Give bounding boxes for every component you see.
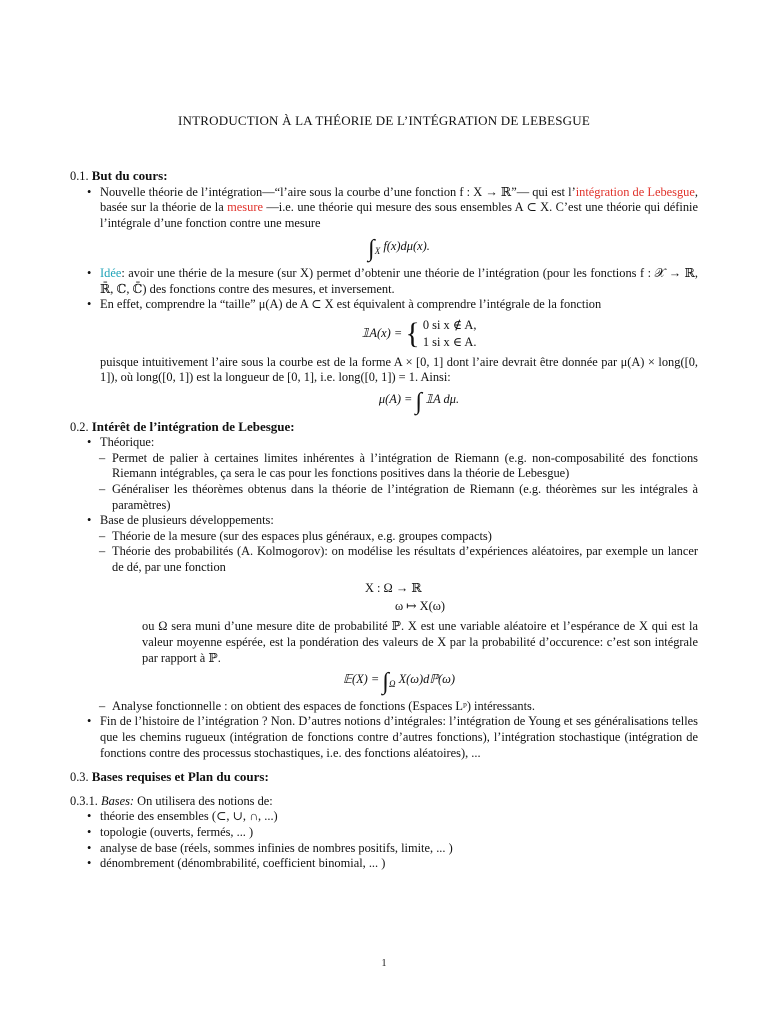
section-heading <box>70 769 698 786</box>
dash-item: – Permet de palier à certaines limites inhérentes à l’intégration de Riemann (e.g. non-composabilité des fonctions Riemann intégrables, ça sera le cas pour les fonctions positives dans la théorie de Lebesgue) <box>70 451 698 482</box>
paragraph: ou Ω sera muni d’une mesure dite de probabilité ℙ. X est une variable aléatoire et l’espérance de X qui est la valeur moyenne espérée, est la pondération des valeurs de X par la probabilité d’occurence: c’est son intégrale par rapport à ℙ. <box>142 619 698 665</box>
list-item <box>70 184 698 263</box>
list-item: • théorie des ensembles (⊂, ∪, ∩, ...) <box>70 809 698 825</box>
link-mesure[interactable]: mesure <box>227 200 263 215</box>
list-item <box>70 297 698 415</box>
list-item: • Fin de l’histoire de l’intégration ? Non. D’autres notions d’intégrales: l’intégration de Young et ses généralisations telles que les chemins rugueux (intégration de fonctions contre d’autres fonctions), l’intégration stochastique (intégration de fonctions contre des processus stochastiques, i.e. des fonctions aléatoires), ... <box>70 714 698 761</box>
section-title: Intérêt de l’intégration de Lebesgue: <box>91 418 295 434</box>
bullet-list <box>70 809 698 871</box>
list-item <box>70 266 698 297</box>
list-item <box>70 513 698 714</box>
section-number: 0.2. <box>70 419 89 434</box>
brace: { <box>405 316 420 350</box>
dash-list <box>70 699 698 715</box>
document-title: INTRODUCTION À LA THÉORIE DE L’INTÉGRATION DE LEBESGUE <box>178 113 590 128</box>
bullet-text: : avoir une thérie de la mesure (sur X) permet d’obtenir une théorie de l’intégration (pour les fonctions f : 𝒳 → ℝ, ℝ̄, ℂ, ℂ̄) des fonctions contre des mesures, et inversement. <box>100 265 698 296</box>
case-row: 1 si x ∈ A. <box>422 334 477 349</box>
list-item <box>70 435 698 513</box>
bullet-text: —i.e. une théorie qui mesure des sous ensembles A ⊂ X. C’est une théorie qui définie l’intégrale d’une fonction contre une mesure <box>100 200 698 230</box>
bullet-label: Théorique: <box>100 435 155 450</box>
dash-item <box>70 544 698 615</box>
case-row: 0 si x ∉ A, <box>422 317 477 332</box>
section-title: But du cours: <box>91 168 168 183</box>
bullet-text: Nouvelle théorie de l’intégration—“l’aire sous la courbe d’une fonction f : X → ℝ”— qui est l’ <box>100 184 576 199</box>
section-title: Bases requises et Plan du cours: <box>91 769 269 785</box>
list-item: • analyse de base (réels, sommes infinies de nombres positifs, limite, ... ) <box>70 841 698 857</box>
section-heading <box>70 419 698 436</box>
bullet-list <box>70 435 698 761</box>
equation-indicator <box>140 317 698 351</box>
section-heading <box>70 168 698 185</box>
dash-list <box>70 451 698 513</box>
integral-subscript: X <box>374 246 381 257</box>
list-item: • topologie (ouverts, fermés, ... ) <box>70 825 698 841</box>
subsection-number: 0.3.1. <box>70 793 98 808</box>
integral-sign: ∫ <box>415 388 423 415</box>
mapping-row: X : Ω → ℝ <box>364 581 422 596</box>
link-integration-lebesgue[interactable]: intégration de Lebesgue <box>575 184 695 199</box>
equation-rhs: 𝟙A dμ. <box>425 391 460 406</box>
equation-rhs: X(ω)dℙ(ω) <box>398 672 456 687</box>
paragraph: puisque intuitivement l’aire sous la courbe est de la forme A × [0, 1] dont l’aire devrait être donnée par μ(A) × long([0, 1]), où long([0, 1]) est la longueur de [0, 1], i.e. long([0, 1]) = 1. Ainsi: <box>100 354 698 385</box>
section-bases <box>70 769 698 872</box>
section-interet <box>70 419 698 762</box>
mapping-row: ω ↦ X(ω) <box>394 599 446 614</box>
integral-sign: ∫ <box>382 669 389 696</box>
equation-random-variable <box>112 579 698 615</box>
integral-sign: ∫ <box>368 236 375 263</box>
section-number: 0.3. <box>70 770 89 785</box>
bullet-list <box>70 184 698 415</box>
dash-text: Théorie des probabilités (A. Kolmogorov): on modélise les résultats d’expériences aléatoires, par exemple un lancer de dé, par une fonction <box>112 544 698 574</box>
equation-lhs: 𝔼(X) = <box>342 672 380 687</box>
bullet-text: , basée sur la théorie de la <box>100 184 698 215</box>
section-but-du-cours <box>70 168 698 415</box>
subsection-heading <box>70 794 698 810</box>
bullet-text: En effet, comprendre la “taille” μ(A) de A ⊂ X est équivalent à comprendre l’intégrale de la fonction <box>100 297 602 312</box>
document-body <box>70 168 698 872</box>
section-number: 0.1. <box>70 169 89 183</box>
integral-subscript: Ω <box>388 679 396 690</box>
equation-body: f(x)dμ(x). <box>383 239 430 254</box>
list-item: • dénombrement (dénombrabilité, coefficient binomial, ... ) <box>70 856 698 872</box>
dash-list <box>70 529 698 616</box>
dash-item: – Généraliser les théorèmes obtenus dans la théorie de l’intégration de Riemann (e.g. théorèmes sur les intégrales à paramètres) <box>70 482 698 513</box>
dash-item: – Théorie de la mesure (sur des espaces plus généraux, e.g. groupes compacts) <box>70 529 698 545</box>
equation-lhs: μ(A) = <box>378 391 413 406</box>
equation-integral <box>100 236 698 263</box>
mapping <box>365 579 445 615</box>
equation-measure <box>140 388 698 415</box>
link-idee[interactable]: Idée <box>100 265 122 280</box>
cases <box>423 317 477 351</box>
equation-expectation <box>100 669 698 696</box>
dash-item: – Analyse fonctionnelle : on obtient des espaces de fonctions (Espaces Lᵖ) intéressants. <box>70 699 698 715</box>
subsection-text: On utilisera des notions de: <box>134 793 273 808</box>
equation-lhs: 𝟙A(x) = <box>361 325 403 340</box>
bullet-label: Base de plusieurs développements: <box>100 513 274 528</box>
page-number: 1 <box>381 958 387 969</box>
subsection-title: Bases: <box>101 793 135 808</box>
